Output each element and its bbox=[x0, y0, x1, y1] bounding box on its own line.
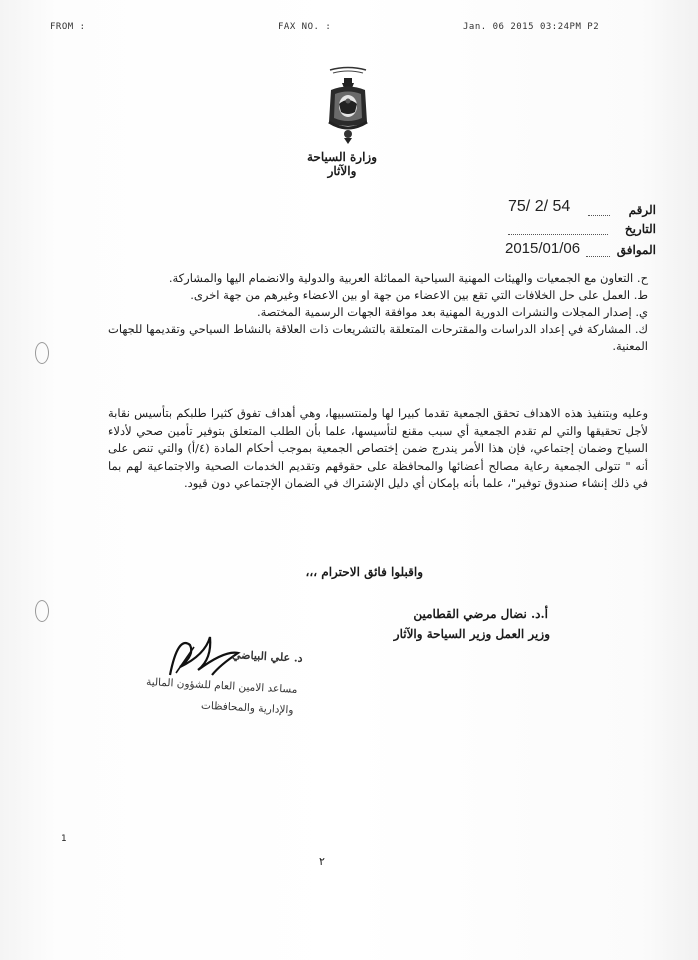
main-paragraph-text: وعليه وبتنفيذ هذه الاهداف تحقق الجمعية تقدما كبيرا لها ولمنتسبيها، وهي أهداف تفوق كثيرا طلبكم بتأسيس نقابة لأجل تحقيقها والتي لم تقدم الجمعية أي سبب مقنع لتأسيسها، علما بأن الطلب المتعلق بتوفير تأمين صحي لأدلاء السياح وضمان إجتماعي، فإن هذا الأمر يندرج ضمن إختصاص الجمعية بموجب أحكام المادة (٤/أ) والتي تنص على أنه " تتولى الجمعية رعاية مصالح أعضائها والمحافظة على حقوقهم وتقديم الخدمات الصحية والاجتماعية لهم بما في ذلك إنشاء صندوق توفير"، علما بأنه بإمكان أي دليل الإشتراك في الضمان الإجتماعي دون قيود. bbox=[108, 406, 648, 490]
objective-item: ح. التعاون مع الجمعيات والهيئات المهنية السياحية المماثلة العربية والدولية والانضمام اليها والمشاركة. bbox=[168, 271, 648, 285]
corresponding-label: الموافق bbox=[616, 243, 656, 257]
objective-item: ط. العمل على حل الخلافات التي تقع بين الاعضاء من جهة او بين الاعضاء وغيرهم من جهة اخرى. bbox=[190, 288, 648, 302]
page-number: ٢ bbox=[319, 855, 325, 868]
signatory-title: وزير العمل وزير السياحة والآثار bbox=[393, 627, 550, 641]
signatory-name: أ.د. نضال مرضي القطامين bbox=[413, 607, 548, 621]
fax-date-page: Jan. 06 2015 03:24PM P2 bbox=[463, 22, 600, 32]
date-dots bbox=[508, 234, 608, 235]
objectives-list bbox=[108, 270, 648, 355]
royal-crest-icon bbox=[325, 66, 371, 148]
ministry-name: وزارة السياحة والآثار bbox=[306, 150, 377, 178]
punch-hole bbox=[35, 342, 49, 364]
fax-from-label: FROM : bbox=[50, 22, 86, 32]
closing-salutation: واقبلوا فائق الاحترام ،،، bbox=[305, 565, 423, 579]
stamp-line-1: مساعد الامين العام للشؤون المالية bbox=[146, 676, 299, 696]
punch-hole bbox=[35, 600, 49, 622]
main-paragraph bbox=[108, 405, 648, 493]
objective-item: ي. إصدار المجلات والنشرات الدورية المهنية بعد موافقة الجهات الرسمية المختصة. bbox=[256, 305, 648, 319]
handwritten-name: د. علي البياضي bbox=[232, 648, 304, 665]
side-mark: 1 bbox=[61, 834, 67, 844]
number-label: الرقم bbox=[628, 203, 656, 217]
fax-number-label: FAX NO. : bbox=[278, 22, 332, 32]
corresponding-dots bbox=[586, 256, 610, 257]
stamp-line-2: والإدارية والمحافظات bbox=[200, 699, 294, 717]
reference-number: 75/ 2/ 54 bbox=[508, 198, 571, 215]
objective-item: ك. المشاركة في إعداد الدراسات والمقترحات المتعلقة بالتشريعات ذات العلاقة بالنشاط السياحي وتقديمها للجهات المعنية. bbox=[108, 322, 648, 353]
date-label: التاريخ bbox=[624, 222, 656, 236]
corresponding-date: 2015/01/06 bbox=[505, 240, 581, 257]
number-dots bbox=[588, 215, 610, 216]
